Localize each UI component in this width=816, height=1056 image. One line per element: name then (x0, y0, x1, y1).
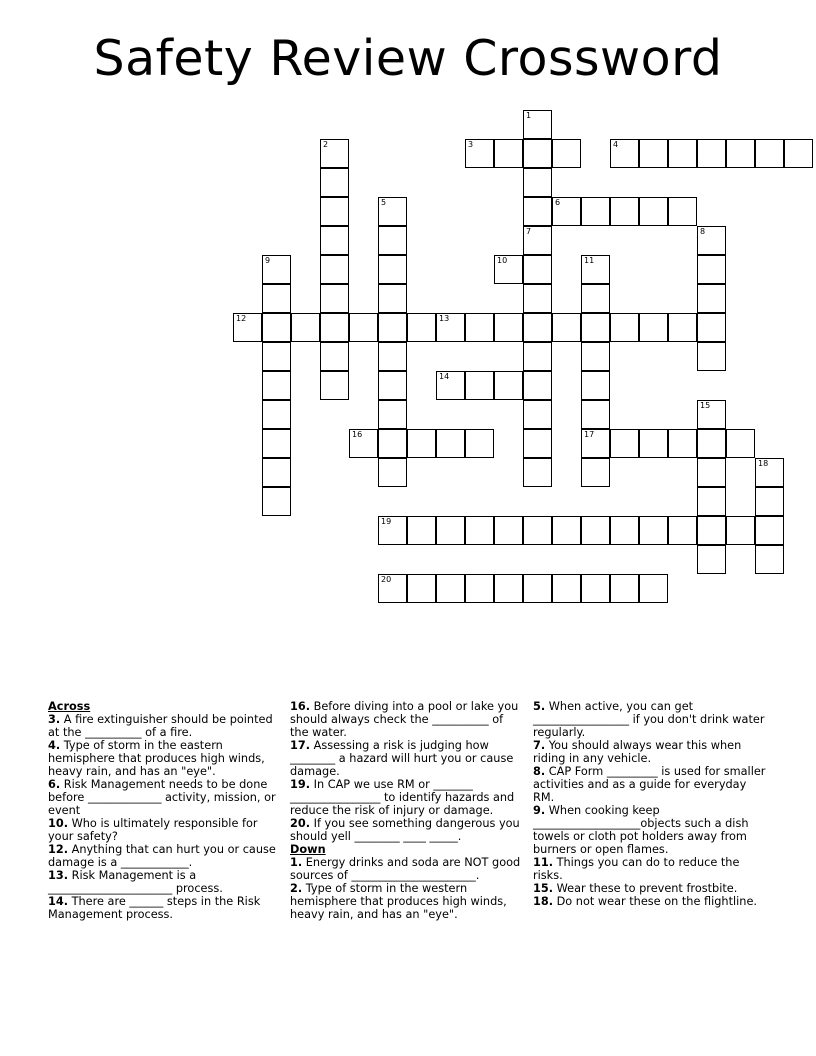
grid-cell[interactable] (494, 255, 523, 284)
grid-cell[interactable] (697, 545, 726, 574)
clue-text: In CAP we use RM or _______ ________________ to identify hazards and reduce the risk of injury or damage. (290, 778, 515, 817)
clue-number-label: 7. (533, 739, 546, 752)
clue-number: 11 (584, 256, 595, 265)
clue-item (48, 817, 280, 843)
clue-number: 14 (439, 372, 450, 381)
grid-cell[interactable] (581, 458, 610, 487)
grid-cell[interactable] (581, 429, 610, 458)
grid-cell[interactable] (581, 371, 610, 400)
clue-text: Risk Management needs to be done before _____________ activity, mission, or event (48, 778, 276, 817)
clue-item (533, 804, 769, 856)
grid-cell[interactable] (407, 574, 436, 603)
clue-text: You should always wear this when riding in any vehicle. (533, 739, 742, 765)
clue-item (290, 856, 524, 882)
grid-cell[interactable] (697, 284, 726, 313)
down-header: Down (290, 843, 326, 856)
grid-cell[interactable] (697, 342, 726, 371)
grid-cell[interactable] (755, 139, 784, 168)
grid-cell[interactable] (436, 429, 465, 458)
clue-number-label: 8. (533, 765, 546, 778)
grid-cell[interactable] (610, 197, 639, 226)
clue-text: If you see something dangerous you should yell ________ ____ _____. (290, 817, 520, 843)
clue-number-label: 6. (48, 778, 61, 791)
clue-number-label: 19. (290, 778, 311, 791)
grid-cell[interactable] (465, 313, 494, 342)
grid-cell[interactable] (523, 516, 552, 545)
grid-cell[interactable] (755, 487, 784, 516)
clue-number-label: 14. (48, 895, 69, 908)
grid-cell[interactable] (581, 313, 610, 342)
clue-number: 15 (700, 401, 711, 410)
grid-cell[interactable] (494, 313, 523, 342)
clue-text: A fire extinguisher should be pointed at the __________ of a fire. (48, 713, 273, 739)
grid-cell[interactable] (378, 226, 407, 255)
grid-cell[interactable] (610, 139, 639, 168)
clue-text: Assessing a risk is judging how ________ a hazard will hurt you or cause damage. (290, 739, 514, 778)
clue-number: 10 (497, 256, 508, 265)
grid-cell[interactable] (581, 516, 610, 545)
clue-number-label: 4. (48, 739, 61, 752)
grid-cell[interactable] (639, 516, 668, 545)
clue-text: When active, you can get _________________ if you don't drink water regularly. (533, 700, 765, 739)
clue-number-label: 5. (533, 700, 546, 713)
grid-cell[interactable] (726, 516, 755, 545)
clue-number-label: 16. (290, 700, 311, 713)
grid-cell[interactable] (726, 429, 755, 458)
grid-cell[interactable] (494, 516, 523, 545)
clue-number: 19 (381, 517, 392, 526)
grid-cell[interactable] (523, 226, 552, 255)
grid-cell[interactable] (668, 197, 697, 226)
grid-cell[interactable] (523, 574, 552, 603)
grid-cell[interactable] (726, 139, 755, 168)
grid-cell[interactable] (291, 313, 320, 342)
clue-text: Type of storm in the western hemisphere that produces high winds, heavy rain, and has an "eye". (290, 882, 507, 921)
clue-number-label: 1. (290, 856, 303, 869)
grid-cell[interactable] (349, 429, 378, 458)
grid-cell[interactable] (465, 371, 494, 400)
grid-cell[interactable] (436, 516, 465, 545)
grid-cell[interactable] (697, 516, 726, 545)
clue-text: Energy drinks and soda are NOT good sources of ______________________. (290, 856, 521, 882)
grid-cell[interactable] (639, 574, 668, 603)
grid-cell[interactable] (320, 226, 349, 255)
page-title: Safety Review Crossword (93, 30, 723, 87)
grid-cell[interactable] (378, 429, 407, 458)
clue-text: When cooking keep ___________________objects such a dish towels or cloth pot holders away from burners or open flames. (533, 804, 749, 856)
clue-number-label: 17. (290, 739, 311, 752)
clue-number: 9 (265, 256, 271, 265)
grid-cell[interactable] (610, 516, 639, 545)
clue-number: 7 (526, 227, 532, 236)
clue-text: There are ______ steps in the Risk Management process. (48, 895, 261, 921)
clue-text: Type of storm in the eastern hemisphere that produces high winds, heavy rain, and has an "eye". (48, 739, 265, 778)
grid-cell[interactable] (349, 313, 378, 342)
grid-cell[interactable] (755, 545, 784, 574)
clue-number: 12 (236, 314, 247, 323)
grid-cell[interactable] (320, 284, 349, 313)
clue-number-label: 20. (290, 817, 311, 830)
grid-cell[interactable] (262, 458, 291, 487)
grid-cell[interactable] (552, 139, 581, 168)
down-clue-list (290, 856, 524, 921)
grid-cell[interactable] (407, 516, 436, 545)
grid-cell[interactable] (262, 313, 291, 342)
clue-item (533, 739, 769, 765)
clue-number: 20 (381, 575, 392, 584)
clue-number: 4 (613, 140, 619, 149)
grid-cell[interactable] (465, 429, 494, 458)
grid-cell[interactable] (581, 255, 610, 284)
grid-cell[interactable] (697, 458, 726, 487)
clue-item (290, 817, 524, 843)
clue-number: 6 (555, 198, 561, 207)
across-clue-list (48, 713, 280, 921)
grid-cell[interactable] (610, 313, 639, 342)
clue-number: 13 (439, 314, 450, 323)
grid-cell[interactable] (262, 429, 291, 458)
grid-cell[interactable] (233, 313, 262, 342)
grid-cell[interactable] (407, 429, 436, 458)
grid-cell[interactable] (697, 487, 726, 516)
clue-number: 18 (758, 459, 769, 468)
clue-number: 3 (468, 140, 474, 149)
clue-item (290, 882, 524, 921)
grid-cell[interactable] (262, 342, 291, 371)
clue-item (290, 739, 524, 778)
grid-cell[interactable] (320, 255, 349, 284)
grid-cell[interactable] (581, 574, 610, 603)
clue-item (290, 700, 524, 739)
clue-item (533, 700, 769, 739)
clue-number: 17 (584, 430, 595, 439)
grid-cell[interactable] (668, 139, 697, 168)
clue-item (48, 739, 280, 778)
down-clue-list-cont (533, 700, 769, 908)
grid-cell[interactable] (436, 574, 465, 603)
grid-cell[interactable] (523, 168, 552, 197)
grid-cell[interactable] (378, 516, 407, 545)
grid-cell[interactable] (262, 284, 291, 313)
grid-cell[interactable] (668, 313, 697, 342)
clue-number-label: 3. (48, 713, 61, 726)
clue-number-label: 11. (533, 856, 554, 869)
grid-cell[interactable] (552, 574, 581, 603)
across-clue-list-cont (290, 700, 524, 843)
grid-cell[interactable] (465, 574, 494, 603)
grid-cell[interactable] (697, 313, 726, 342)
grid-cell[interactable] (378, 197, 407, 226)
grid-cell[interactable] (697, 255, 726, 284)
clue-text: Do not wear these on the flightline. (553, 895, 757, 908)
clue-text: CAP Form _________ is used for smaller activities and as a guide for everyday RM. (533, 765, 766, 804)
grid-cell[interactable] (697, 400, 726, 429)
across-header: Across (48, 700, 91, 713)
grid-cell[interactable] (581, 342, 610, 371)
grid-cell[interactable] (262, 487, 291, 516)
grid-cell[interactable] (639, 429, 668, 458)
clue-item (48, 869, 280, 895)
clue-item (48, 778, 280, 817)
grid-cell[interactable] (581, 400, 610, 429)
clue-number-label: 9. (533, 804, 546, 817)
clue-number: 8 (700, 227, 706, 236)
grid-cell[interactable] (320, 197, 349, 226)
grid-cell[interactable] (610, 574, 639, 603)
grid-cell[interactable] (755, 516, 784, 545)
grid-cell[interactable] (523, 110, 552, 139)
grid-cell[interactable] (552, 516, 581, 545)
clue-text: Wear these to prevent frostbite. (553, 882, 738, 895)
grid-cell[interactable] (378, 313, 407, 342)
grid-cell[interactable] (494, 371, 523, 400)
grid-cell[interactable] (639, 313, 668, 342)
clue-item (48, 843, 280, 869)
clue-item (533, 882, 769, 895)
grid-cell[interactable] (523, 400, 552, 429)
grid-cell[interactable] (523, 458, 552, 487)
clue-text: Who is ultimately responsible for your safety? (48, 817, 258, 843)
grid-cell[interactable] (784, 139, 813, 168)
clues-column-3 (533, 700, 769, 908)
grid-cell[interactable] (523, 313, 552, 342)
grid-cell[interactable] (523, 371, 552, 400)
grid-cell[interactable] (262, 255, 291, 284)
clues-column-1 (48, 700, 280, 921)
grid-cell[interactable] (581, 284, 610, 313)
grid-cell[interactable] (552, 313, 581, 342)
clue-text: Before diving into a pool or lake you should always check the __________ of the water. (290, 700, 519, 739)
grid-cell[interactable] (262, 371, 291, 400)
clue-number-label: 12. (48, 843, 69, 856)
grid-cell[interactable] (320, 313, 349, 342)
grid-cell[interactable] (523, 197, 552, 226)
clue-number-label: 18. (533, 895, 554, 908)
grid-cell[interactable] (378, 255, 407, 284)
clue-number: 16 (352, 430, 363, 439)
grid-cell[interactable] (697, 139, 726, 168)
grid-cell[interactable] (494, 574, 523, 603)
clue-item (533, 856, 769, 882)
grid-cell[interactable] (697, 429, 726, 458)
grid-cell[interactable] (523, 139, 552, 168)
grid-cell[interactable] (755, 458, 784, 487)
clue-item (48, 895, 280, 921)
grid-cell[interactable] (262, 400, 291, 429)
grid-cell[interactable] (494, 139, 523, 168)
grid-cell[interactable] (378, 342, 407, 371)
clue-item (48, 713, 280, 739)
grid-cell[interactable] (523, 342, 552, 371)
grid-cell[interactable] (639, 197, 668, 226)
grid-cell[interactable] (523, 284, 552, 313)
grid-cell[interactable] (378, 574, 407, 603)
grid-cell[interactable] (436, 313, 465, 342)
grid-cell[interactable] (465, 516, 494, 545)
grid-cell[interactable] (465, 139, 494, 168)
clue-number-label: 2. (290, 882, 303, 895)
grid-cell[interactable] (668, 429, 697, 458)
grid-cell[interactable] (320, 168, 349, 197)
grid-cell[interactable] (668, 516, 697, 545)
grid-cell[interactable] (320, 139, 349, 168)
grid-cell[interactable] (523, 255, 552, 284)
grid-cell[interactable] (378, 284, 407, 313)
clue-item (290, 778, 524, 817)
clue-number-label: 13. (48, 869, 69, 882)
grid-cell[interactable] (320, 342, 349, 371)
clue-number: 1 (526, 111, 532, 120)
grid-cell[interactable] (378, 458, 407, 487)
grid-cell[interactable] (610, 429, 639, 458)
grid-cell[interactable] (378, 371, 407, 400)
grid-cell[interactable] (320, 371, 349, 400)
clue-number-label: 15. (533, 882, 554, 895)
grid-cell[interactable] (523, 429, 552, 458)
clue-number: 2 (323, 140, 329, 149)
clue-number: 5 (381, 198, 387, 207)
grid-cell[interactable] (581, 197, 610, 226)
grid-cell[interactable] (436, 371, 465, 400)
clue-text: Anything that can hurt you or cause damage is a ____________. (48, 843, 276, 869)
clue-text: Risk Management is a ______________________ process. (48, 869, 223, 895)
clue-item (533, 895, 769, 908)
clue-text: Things you can do to reduce the risks. (533, 856, 740, 882)
clue-item (533, 765, 769, 804)
grid-cell[interactable] (378, 400, 407, 429)
grid-cell[interactable] (639, 139, 668, 168)
grid-cell[interactable] (552, 197, 581, 226)
clues-column-2 (290, 700, 524, 921)
grid-cell[interactable] (697, 226, 726, 255)
clue-number-label: 10. (48, 817, 69, 830)
grid-cell[interactable] (407, 313, 436, 342)
